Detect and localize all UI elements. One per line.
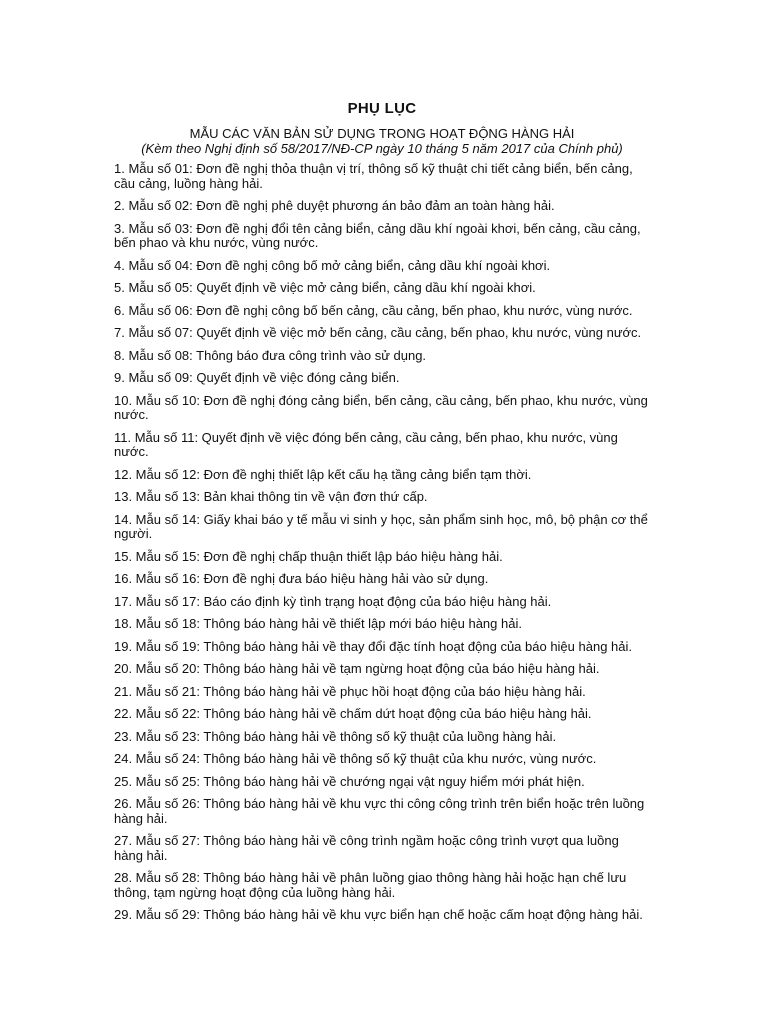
list-item: 1. Mẫu số 01: Đơn đề nghị thỏa thuận vị trí, thông số kỹ thuật chi tiết cảng biển, bến cảng, cầu cảng, luồng hàng hải. [114,161,633,191]
list-item: 26. Mẫu số 26: Thông báo hàng hải về khu vực thi công công trình trên biển hoặc trên luồng hàng hải. [114,796,645,826]
list-item: 5. Mẫu số 05: Quyết định về việc mở cảng biển, cảng dầu khí ngoài khơi. [114,280,536,295]
list-item: 9. Mẫu số 09: Quyết định về việc đóng cảng biển. [114,370,400,385]
list-item: 16. Mẫu số 16: Đơn đề nghị đưa báo hiệu hàng hải vào sử dụng. [114,571,489,586]
list-item: 4. Mẫu số 04: Đơn đề nghị công bố mở cảng biển, cảng dầu khí ngoài khơi. [114,257,551,273]
list-item: 24. Mẫu số 24: Thông báo hàng hải về thông số kỹ thuật của khu nước, vùng nước. [114,751,597,766]
list-item: 23. Mẫu số 23: Thông báo hàng hải về thông số kỹ thuật của luồng hàng hải. [114,728,557,744]
list-item: 29. Mẫu số 29: Thông báo hàng hải về khu vực biển hạn chế hoặc cấm hoạt động hàng hải. [114,907,643,922]
list-item: 28. Mẫu số 28: Thông báo hàng hải về phân luồng giao thông hàng hải hoặc hạn chế lưu thông, tạm ngừng hoạt động của luồng hàng hải. [114,870,627,900]
form-list [114,162,650,923]
document-page [114,100,650,931]
list-item: 27. Mẫu số 27: Thông báo hàng hải về công trình ngầm hoặc công trình vượt qua luồng hàng hải. [114,833,619,863]
list-item: 8. Mẫu số 08: Thông báo đưa công trình vào sử dụng. [114,347,427,363]
list-item: 3. Mẫu số 03: Đơn đề nghị đổi tên cảng biển, cảng dầu khí ngoài khơi, bến cảng, cầu cảng, bến phao và khu nước, vùng nước. [114,220,641,250]
list-item: 25. Mẫu số 25: Thông báo hàng hải về chướng ngại vật nguy hiểm mới phát hiện. [114,773,585,789]
list-item: 11. Mẫu số 11: Quyết định về việc đóng bến cảng, cầu cảng, bến phao, khu nước, vùng nước. [114,429,618,459]
list-item: 14. Mẫu số 14: Giấy khai báo y tế mẫu vi sinh y học, sản phẩm sinh học, mô, bộ phận cơ thể người. [114,511,648,541]
document-subtitle: MẪU CÁC VĂN BẢN SỬ DỤNG TRONG HOẠT ĐỘNG HÀNG HẢI [189,126,575,141]
list-item: 20. Mẫu số 20: Thông báo hàng hải về tạm ngừng hoạt động của báo hiệu hàng hải. [114,661,600,676]
list-item: 19. Mẫu số 19: Thông báo hàng hải về thay đổi đặc tính hoạt động của báo hiệu hàng hải. [114,638,632,654]
decree-note: (Kèm theo Nghị định số 58/2017/NĐ-CP ngày 10 tháng 5 năm 2017 của Chính phủ) [141,141,623,156]
list-item: 10. Mẫu số 10: Đơn đề nghị đóng cảng biển, bến cảng, cầu cảng, bến phao, khu nước, vùng nước. [114,392,648,422]
list-item: 13. Mẫu số 13: Bản khai thông tin về vận đơn thứ cấp. [114,489,428,504]
list-item: 12. Mẫu số 12: Đơn đề nghị thiết lập kết cấu hạ tầng cảng biển tạm thời. [114,466,532,482]
list-item: 18. Mẫu số 18: Thông báo hàng hải về thiết lập mới báo hiệu hàng hải. [114,616,522,631]
list-item: 6. Mẫu số 06: Đơn đề nghị công bố bến cảng, cầu cảng, bến phao, khu nước, vùng nước. [114,302,633,318]
list-item: 17. Mẫu số 17: Báo cáo định kỳ tình trạng hoạt động của báo hiệu hàng hải. [114,593,552,609]
list-item: 7. Mẫu số 07: Quyết định về việc mở bến cảng, cầu cảng, bến phao, khu nước, vùng nước. [114,325,642,340]
page-title: PHỤ LỤC [347,100,417,117]
list-item: 21. Mẫu số 21: Thông báo hàng hải về phục hồi hoạt động của báo hiệu hàng hải. [114,683,586,699]
list-item: 2. Mẫu số 02: Đơn đề nghị phê duyệt phương án bảo đảm an toàn hàng hải. [114,198,555,213]
list-item: 22. Mẫu số 22: Thông báo hàng hải về chấm dứt hoạt động của báo hiệu hàng hải. [114,706,592,721]
list-item: 15. Mẫu số 15: Đơn đề nghị chấp thuận thiết lập báo hiệu hàng hải. [114,548,503,564]
